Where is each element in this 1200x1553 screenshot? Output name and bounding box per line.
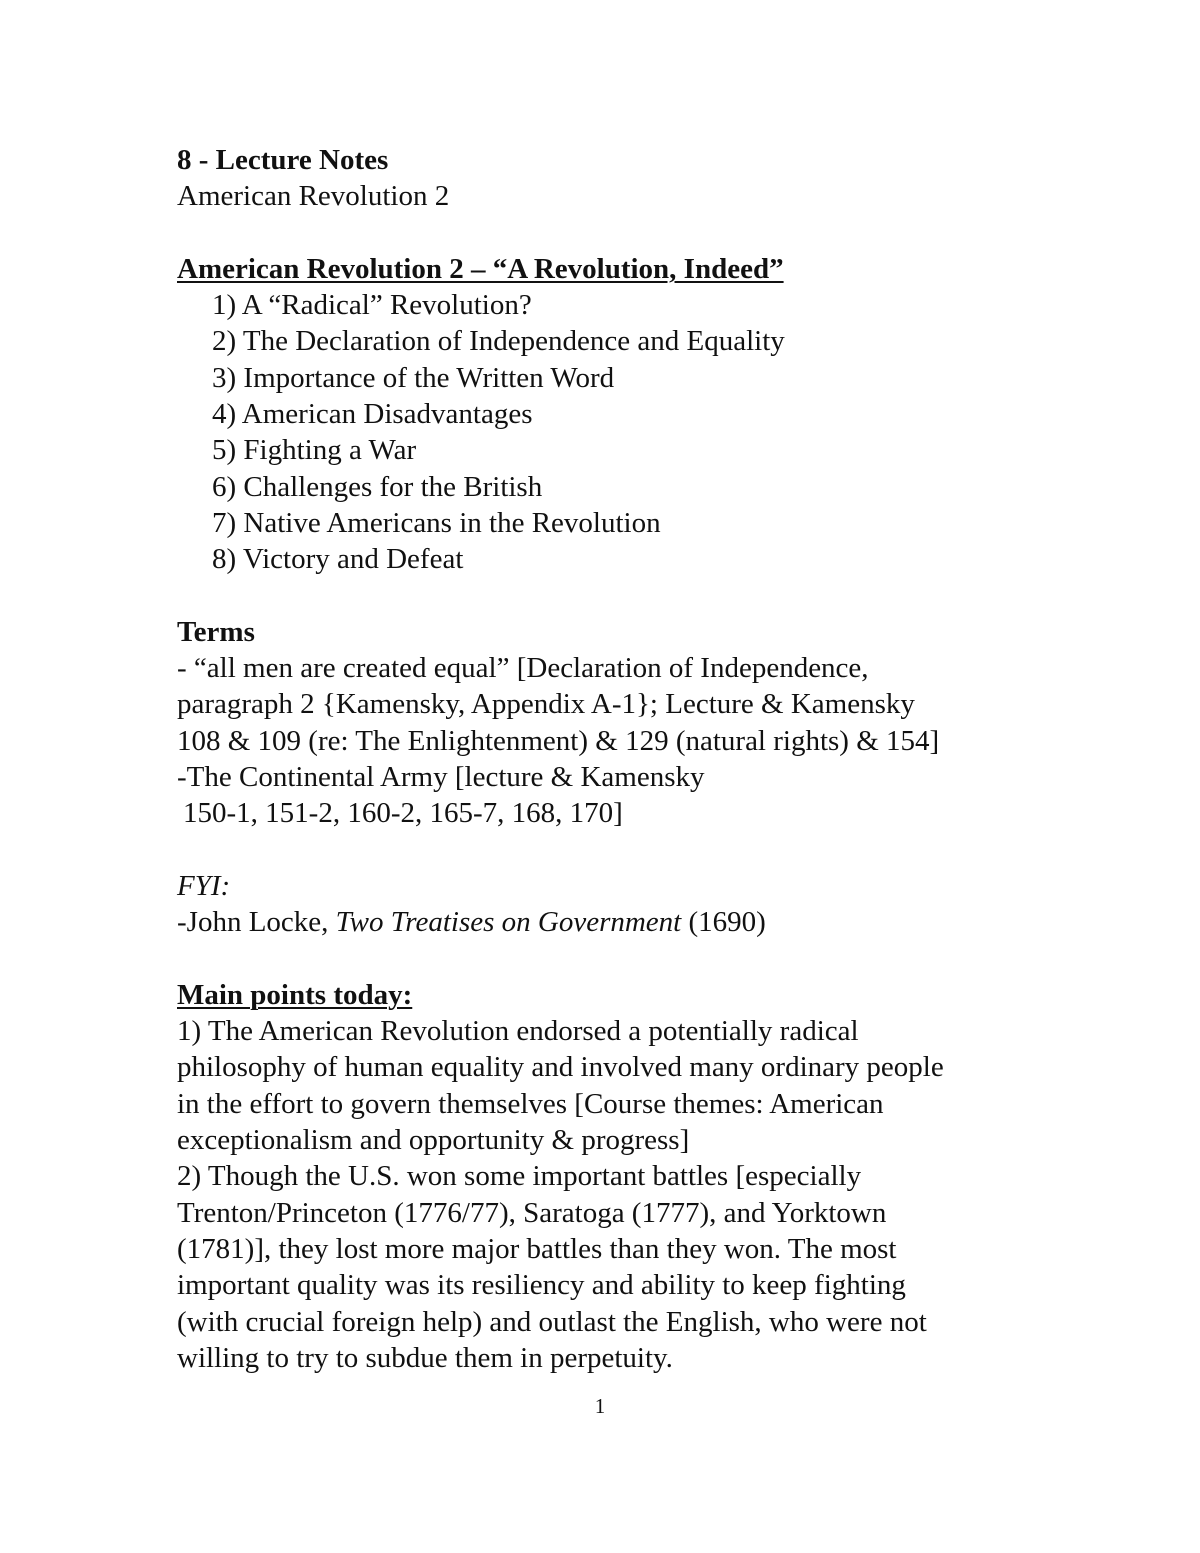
outline-item: 3) Importance of the Written Word [212, 361, 615, 394]
fyi-entry [177, 904, 1037, 940]
main-points-line: willing to try to subdue them in perpetuity. [177, 1341, 673, 1374]
outline-item: 5) Fighting a War [212, 434, 417, 467]
spacer [177, 941, 1037, 977]
terms-line: 150-1, 151-2, 160-2, 165-7, 168, 170] [183, 797, 623, 830]
main-points-line: (1781)], they lost more major battles than they won. The most [177, 1232, 897, 1265]
fyi-year: (1690) [681, 906, 766, 939]
outline-list [177, 287, 1037, 577]
main-points-line: in the effort to govern themselves [Course themes: American [177, 1087, 884, 1120]
outline-item: 4) American Disadvantages [212, 398, 533, 431]
main-points-line: 1) The American Revolution endorsed a potentially radical [177, 1015, 859, 1048]
main-points-line: 2) Though the U.S. won some important battles [especially [177, 1160, 862, 1193]
page-number: 1 [594, 1394, 606, 1418]
fyi-heading: FYI: [177, 869, 231, 902]
terms-line: paragraph 2 {Kamensky, Appendix A-1}; Lecture & Kamensky [177, 688, 915, 721]
spacer [177, 215, 1037, 251]
outline-item: 1) A “Radical” Revolution? [212, 289, 532, 322]
outline-item: 7) Native Americans in the Revolution [212, 506, 661, 539]
document-title: 8 - Lecture Notes [177, 144, 389, 176]
document-page [177, 142, 1037, 1376]
fyi-work-title: Two Treatises on Government [335, 906, 682, 939]
main-points-line: exceptionalism and opportunity & progress] [177, 1124, 690, 1157]
terms-line: -The Continental Army [lecture & Kamensky [177, 761, 705, 794]
main-points-line: (with crucial foreign help) and outlast the English, who were not [177, 1305, 927, 1338]
main-points-line: important quality was its resiliency and ability to keep fighting [177, 1269, 906, 1302]
outline-item: 6) Challenges for the British [212, 470, 543, 503]
main-points-line: philosophy of human equality and involved many ordinary people [177, 1051, 944, 1084]
outline-heading: American Revolution 2 – “A Revolution, Indeed” [177, 252, 784, 285]
spacer [177, 578, 1037, 614]
main-points-heading: Main points today: [177, 978, 413, 1011]
document-subtitle: American Revolution 2 [177, 180, 450, 213]
spacer [177, 832, 1037, 868]
outline-item: 8) Victory and Defeat [212, 543, 464, 576]
main-points-line: Trenton/Princeton (1776/77), Saratoga (1777), and Yorktown [177, 1196, 887, 1229]
fyi-prefix: -John Locke, [177, 906, 336, 939]
outline-item: 2) The Declaration of Independence and Equality [212, 325, 785, 358]
terms-heading: Terms [177, 615, 255, 648]
terms-line: 108 & 109 (re: The Enlightenment) & 129 (natural rights) & 154] [177, 724, 940, 757]
terms-line: - “all men are created equal” [Declaration of Independence, [177, 652, 869, 685]
